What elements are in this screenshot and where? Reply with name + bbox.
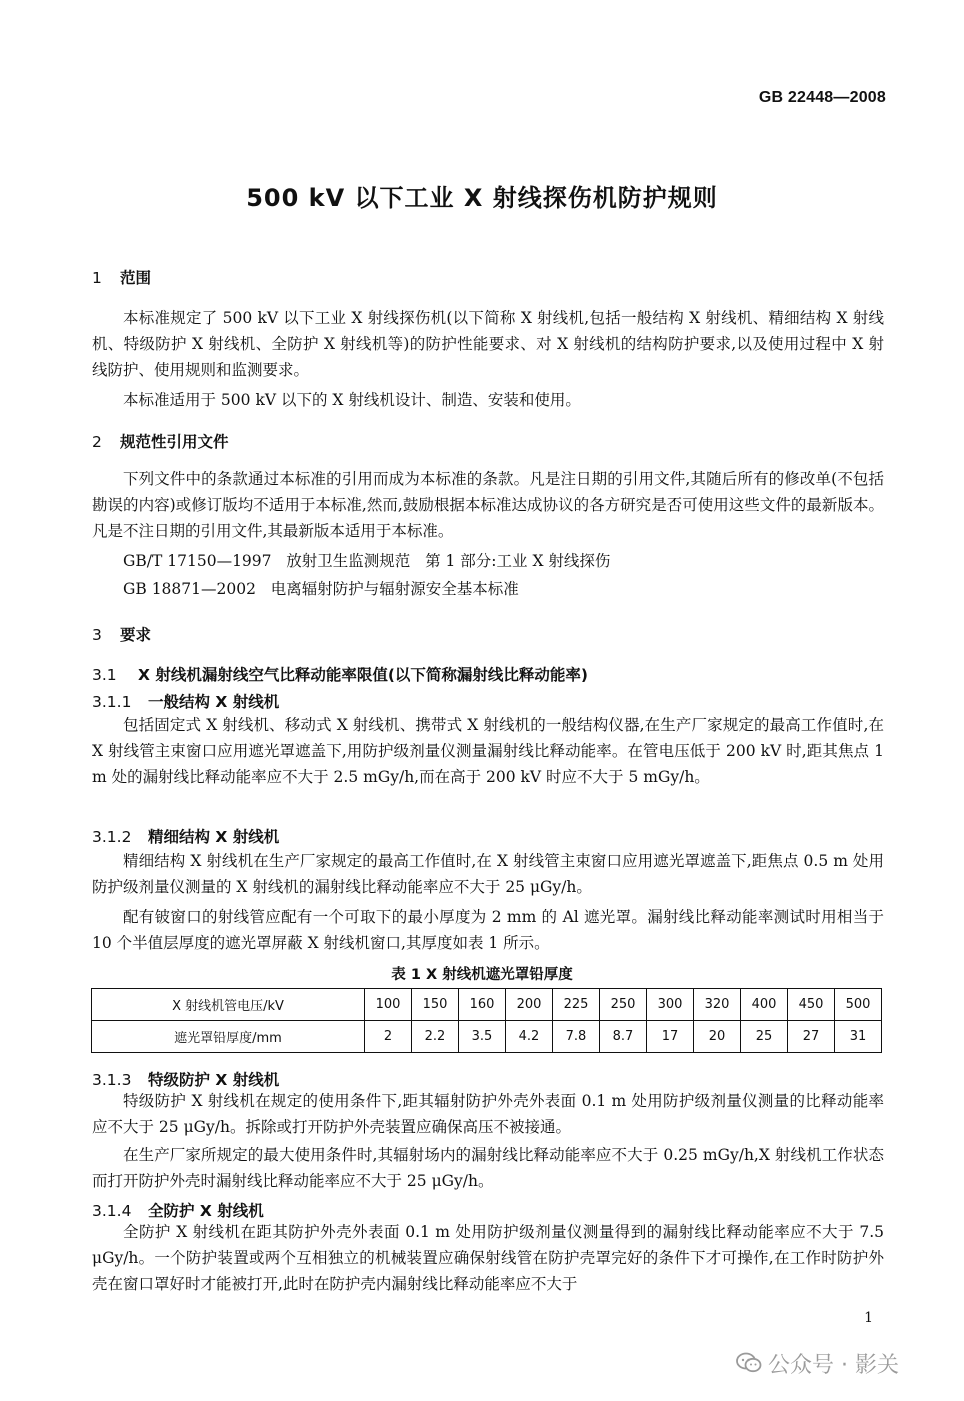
thickness-cell: 8.7 [600, 1021, 647, 1053]
table-1-caption: 表 1 X 射线机遮光罩铅厚度 [391, 967, 573, 983]
section-title: 一般结构 X 射线机 [148, 693, 280, 711]
thickness-cell: 7.8 [553, 1021, 600, 1053]
section-3-1-2-heading [92, 825, 279, 847]
row-header-thickness: 遮光罩铅厚度/mm [92, 1021, 365, 1053]
voltage-cell: 200 [506, 989, 553, 1021]
watermark-text: 公众号 · 影关 [768, 1353, 899, 1378]
section-1-paragraph-2: 本标准适用于 500 kV 以下的 X 射线机设计、制造、安装和使用。 [123, 391, 581, 409]
section-title: 要求 [120, 626, 152, 644]
thickness-cell: 4.2 [506, 1021, 553, 1053]
voltage-cell: 160 [459, 989, 506, 1021]
section-3-1-3-paragraph-2: 在生产厂家所规定的最大使用条件时,其辐射场内的漏射线比释动能率应不大于 0.25 mGy/h,X 射线机工作状态而打开防护外壳时漏射线比释动能率应不大于 25 μGy/h。 [92, 1146, 884, 1190]
section-3-heading [92, 623, 151, 645]
page-number: 1 [864, 1310, 873, 1326]
thickness-cell: 3.5 [459, 1021, 506, 1053]
thickness-cell: 25 [741, 1021, 788, 1053]
table-row-thickness [92, 1021, 882, 1053]
row-header-voltage: X 射线机管电压/kV [92, 989, 365, 1021]
thickness-cell: 2 [365, 1021, 412, 1053]
section-title: 范围 [120, 269, 152, 287]
voltage-cell: 500 [835, 989, 882, 1021]
section-2-heading [92, 430, 229, 452]
section-number: 3.1.1 [92, 693, 132, 711]
section-number: 3 [92, 626, 102, 644]
standard-number: GB 22448—2008 [758, 89, 886, 106]
section-number: 3.1.4 [92, 1202, 132, 1220]
voltage-cell: 250 [600, 989, 647, 1021]
voltage-cell: 450 [788, 989, 835, 1021]
section-2-paragraph-1: 下列文件中的条款通过本标准的引用而成为本标准的条款。凡是注日期的引用文件,其随后所有的修改单(不包括勘误的内容)或修订版均不适用于本标准,然而,鼓励根据本标准达成协议的各方研究是否可使用这些文件的最新版本。凡是不注日期的引用文件,其最新版本适用于本标准。 [92, 470, 884, 540]
thickness-cell: 17 [647, 1021, 694, 1053]
section-1-paragraph-1: 本标准规定了 500 kV 以下工业 X 射线探伤机(以下简称 X 射线机,包括一般结构 X 射线机、精细结构 X 射线机、特级防护 X 射线机、全防护 X 射线机等)的防护性能要求、对 X 射线机的结构防护要求,以及使用过程中 X 射线防护、使用规则和监测要求。 [92, 309, 884, 379]
thickness-cell: 20 [694, 1021, 741, 1053]
thickness-cell: 31 [835, 1021, 882, 1053]
section-3-1-3-paragraph-1: 特级防护 X 射线机在规定的使用条件下,距其辐射防护外壳外表面 0.1 m 处用防护级剂量仪测量的比释动能率应不大于 25 μGy/h。拆除或打开防护外壳装置应确保高压不被接通。 [92, 1092, 884, 1136]
section-3-1-1-heading [92, 690, 279, 712]
thickness-cell: 27 [788, 1021, 835, 1053]
section-1-heading [92, 266, 151, 288]
section-title: 精细结构 X 射线机 [148, 828, 280, 846]
section-title: X 射线机漏射线空气比释动能率限值(以下简称漏射线比释动能率) [138, 666, 589, 684]
section-number: 3.1.2 [92, 828, 132, 846]
voltage-cell: 400 [741, 989, 788, 1021]
normative-reference-2: GB 18871—2002 电离辐射防护与辐射源安全基本标准 [123, 580, 519, 598]
voltage-cell: 300 [647, 989, 694, 1021]
watermark [736, 1348, 899, 1380]
section-number: 1 [92, 269, 102, 287]
voltage-cell: 225 [553, 989, 600, 1021]
section-3-1-3-heading [92, 1068, 279, 1090]
normative-reference-1: GB/T 17150—1997 放射卫生监测规范 第 1 部分:工业 X 射线探伤 [123, 552, 611, 570]
wechat-icon [736, 1352, 762, 1380]
voltage-cell: 150 [412, 989, 459, 1021]
section-3-1-1-paragraph: 包括固定式 X 射线机、移动式 X 射线机、携带式 X 射线机的一般结构仪器,在生产厂家规定的最高工作值时,在 X 射线管主束窗口应用遮光罩遮盖下,用防护级剂量仪测量漏射线比释动能率。在管电压低于 200 kV 时,距其焦点 1 m 处的漏射线比释动能率应不大于 2.5 mGy/h,而在高于 200 kV 时应不大于 5 mGy/h。 [92, 716, 884, 786]
voltage-cell: 100 [365, 989, 412, 1021]
voltage-cell: 320 [694, 989, 741, 1021]
thickness-cell: 2.2 [412, 1021, 459, 1053]
section-3-1-2-paragraph-2: 配有铍窗口的射线管应配有一个可取下的最小厚度为 2 mm 的 Al 遮光罩。漏射线比释动能率测试时用相当于 10 个半值层厚度的遮光罩屏蔽 X 射线机窗口,其厚度如表 1 所示。 [92, 908, 884, 952]
section-title: 特级防护 X 射线机 [148, 1071, 280, 1089]
section-number: 2 [92, 433, 102, 451]
section-3-1-heading [92, 663, 588, 685]
table-row-voltage [92, 989, 882, 1021]
section-number: 3.1.3 [92, 1071, 132, 1089]
lead-thickness-table [91, 988, 882, 1053]
section-number: 3.1 [92, 666, 117, 684]
section-3-1-4-paragraph: 全防护 X 射线机在距其防护外壳外表面 0.1 m 处用防护级剂量仪测量得到的漏射线比释动能率应不大于 7.5 μGy/h。一个防护装置或两个互相独立的机械装置应确保射线管在防护壳罩完好的条件下才可操作,在工作时防护外壳在窗口罩好时才能被打开,此时在防护壳内漏射线比释动能率应不大于 [92, 1223, 884, 1293]
section-title: 规范性引用文件 [120, 433, 229, 451]
section-title: 全防护 X 射线机 [148, 1202, 264, 1220]
section-3-1-4-heading [92, 1199, 264, 1221]
document-title: 500 kV 以下工业 X 射线探伤机防护规则 [246, 184, 718, 212]
section-3-1-2-paragraph-1: 精细结构 X 射线机在生产厂家规定的最高工作值时,在 X 射线管主束窗口应用遮光罩遮盖下,距焦点 0.5 m 处用防护级剂量仪测量的 X 射线机的漏射线比释动能率应不大于 25 μGy/h。 [92, 852, 884, 896]
